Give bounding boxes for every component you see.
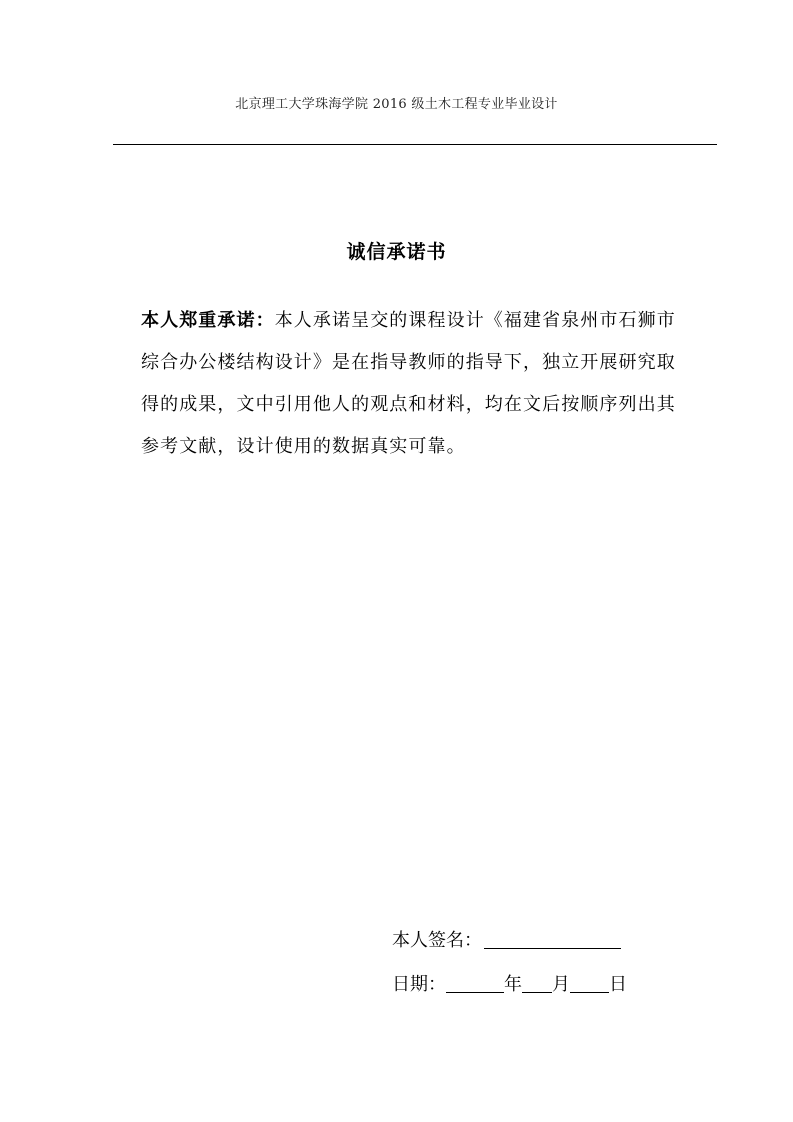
year-label: 年 bbox=[504, 974, 522, 995]
month-blank[interactable] bbox=[522, 972, 552, 993]
year-blank[interactable] bbox=[446, 972, 504, 993]
signature-name-label: 本人签名： bbox=[392, 930, 482, 951]
pledge-paragraph bbox=[141, 300, 691, 468]
day-label: 日 bbox=[609, 974, 627, 995]
signature-name-blank[interactable] bbox=[484, 928, 621, 949]
day-blank[interactable] bbox=[570, 972, 609, 993]
page-header: 北京理工大学珠海学院 2016 级土木工程专业毕业设计 bbox=[235, 97, 558, 112]
document-title: 诚信承诺书 bbox=[346, 241, 447, 263]
month-label: 月 bbox=[552, 974, 570, 995]
pledge-text: 本人承诺呈交的课程设计《福建省泉州市石狮市综合办公楼结构设计》是在指导教师的指导下，独立开展研究取得的成果，文中引用他人的观点和材料，均在文后按顺序列出其参考文献，设计使用的数据真实可靠。 bbox=[141, 310, 676, 457]
pledge-lead: 本人郑重承诺： bbox=[141, 310, 275, 331]
header-divider bbox=[113, 144, 717, 145]
date-label: 日期： bbox=[392, 974, 446, 995]
signature-name-row bbox=[392, 926, 621, 952]
signature-date-row bbox=[392, 970, 627, 996]
